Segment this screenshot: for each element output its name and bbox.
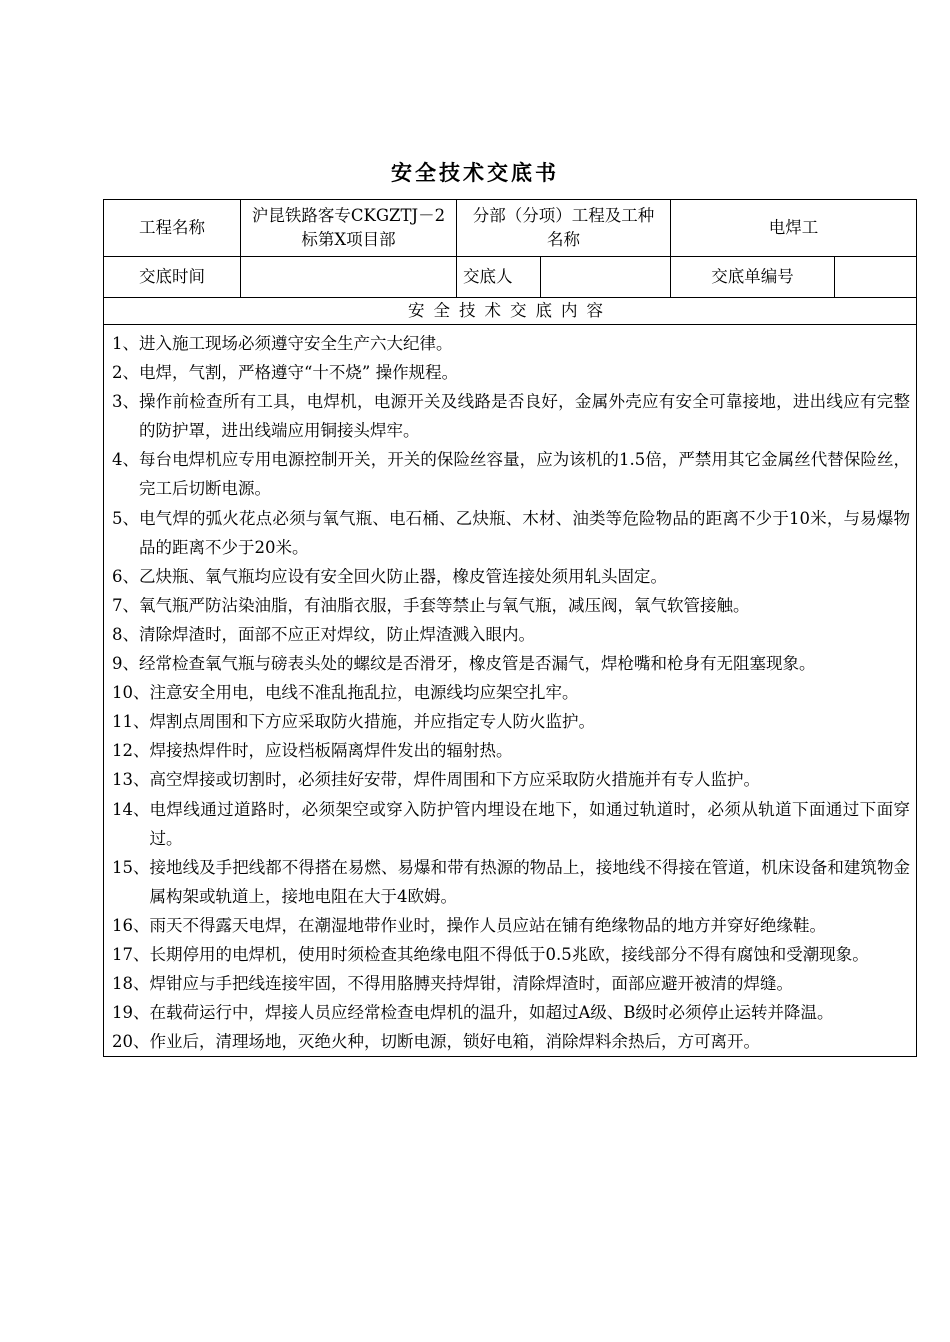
item-text: 作业后，清理场地，灭绝火种，切断电源，锁好电箱，消除焊料余热后，方可离开。 bbox=[149, 1032, 760, 1052]
item-text: 清除焊渣时，面部不应正对焊纹，防止焊渣溅入眼内。 bbox=[139, 624, 535, 644]
briefing-items-list bbox=[112, 329, 910, 1056]
item-number: 3、 bbox=[112, 392, 139, 412]
project-row bbox=[104, 200, 917, 257]
list-item bbox=[112, 853, 910, 911]
content-row bbox=[104, 325, 917, 1057]
item-number: 13、 bbox=[112, 770, 150, 790]
doc-no-label: 交底单编号 bbox=[671, 257, 835, 298]
document-title: 安全技术交底书 bbox=[391, 160, 559, 185]
project-name-label: 工程名称 bbox=[104, 200, 241, 257]
item-text: 操作前检查所有工具，电焊机，电源开关及线路是否良好，金属外壳应有安全可靠接地，进出线应有完整的防护罩，进出线端应用铜接头焊牢。 bbox=[139, 392, 910, 441]
item-text: 在载荷运行中，焊接人员应经常检查电焊机的温升，如超过A级、B级时必须停止运转并降温。 bbox=[149, 1003, 834, 1023]
item-number: 18、 bbox=[112, 974, 150, 994]
item-text: 经常检查氧气瓶与磅表头处的螺纹是否滑牙，橡皮管是否漏气，焊枪嘴和枪身有无阻塞现象。 bbox=[139, 654, 816, 674]
item-number: 14、 bbox=[112, 799, 150, 819]
item-text: 注意安全用电，电线不准乱拖乱拉，电源线均应架空扎牢。 bbox=[149, 683, 579, 703]
item-number: 1、 bbox=[112, 334, 139, 353]
item-text: 进入施工现场必须遵守安全生产六大纪律。 bbox=[139, 334, 453, 353]
list-item bbox=[112, 998, 910, 1027]
person-label: 交底人 bbox=[457, 257, 541, 298]
item-number: 4、 bbox=[112, 450, 139, 470]
item-number: 17、 bbox=[112, 944, 150, 964]
list-item bbox=[112, 969, 910, 998]
item-number: 20、 bbox=[112, 1032, 150, 1052]
date-label: 交底时间 bbox=[104, 257, 241, 298]
item-number: 5、 bbox=[112, 508, 139, 528]
person-value bbox=[541, 257, 671, 298]
project-name-value: 沪昆铁路客专CKGZTJ－2标第X项目部 bbox=[241, 200, 457, 257]
sub-project-label: 分部（分项）工程及工种名称 bbox=[457, 200, 671, 257]
item-number: 16、 bbox=[112, 915, 150, 935]
item-number: 7、 bbox=[112, 595, 139, 615]
list-item bbox=[112, 678, 910, 707]
item-text: 电焊，气割，严格遵守“十不烧” 操作规程。 bbox=[139, 363, 459, 383]
item-number: 8、 bbox=[112, 624, 139, 644]
item-text: 高空焊接或切割时，必须挂好安带，焊件周围和下方应采取防火措施并有专人监护。 bbox=[149, 770, 760, 790]
list-item bbox=[112, 562, 910, 591]
date-value bbox=[241, 257, 457, 298]
list-item bbox=[112, 940, 910, 969]
list-item bbox=[112, 591, 910, 620]
item-number: 11、 bbox=[112, 712, 150, 732]
item-number: 12、 bbox=[112, 741, 150, 761]
item-text: 氧气瓶严防沾染油脂，有油脂衣服，手套等禁止与氧气瓶，减压阀，氧气软管接触。 bbox=[139, 595, 750, 615]
item-number: 2、 bbox=[112, 363, 139, 383]
briefing-info-row bbox=[104, 257, 917, 298]
list-item bbox=[112, 795, 910, 853]
item-text: 乙炔瓶、氧气瓶均应设有安全回火防止器，橡皮管连接处须用轧头固定。 bbox=[139, 566, 667, 586]
content-heading-row bbox=[104, 298, 917, 325]
item-number: 19、 bbox=[112, 1003, 150, 1023]
list-item bbox=[112, 649, 910, 678]
list-item bbox=[112, 387, 910, 445]
list-item bbox=[112, 504, 910, 562]
item-text: 每台电焊机应专用电源控制开关，开关的保险丝容量，应为该机的1.5倍，严禁用其它金属丝代替保险丝，完工后切断电源。 bbox=[139, 450, 910, 499]
item-text: 长期停用的电焊机，使用时须检查其绝缘电阻不得低于0.5兆欧，接线部分不得有腐蚀和受潮现象。 bbox=[149, 944, 869, 964]
doc-no-value bbox=[835, 257, 917, 298]
item-text: 焊割点周围和下方应采取防火措施，并应指定专人防火监护。 bbox=[149, 712, 595, 732]
list-item bbox=[112, 911, 910, 940]
list-item bbox=[112, 620, 910, 649]
list-item bbox=[112, 1027, 910, 1056]
content-heading: 安全技术交底内容 bbox=[104, 298, 917, 325]
item-number: 10、 bbox=[112, 683, 150, 703]
list-item bbox=[112, 358, 910, 387]
item-number: 15、 bbox=[112, 857, 150, 877]
sub-project-value: 电焊工 bbox=[671, 200, 917, 257]
content-cell bbox=[104, 325, 917, 1057]
item-text: 电气焊的弧火花点必须与氧气瓶、电石桶、乙炔瓶、木材、油类等危险物品的距离不少于10米，与易爆物品的距离不少于20米。 bbox=[139, 508, 910, 557]
item-text: 接地线及手把线都不得搭在易燃、易爆和带有热源的物品上，接地线不得接在管道，机床设备和建筑物金属构架或轨道上，接地电阻在大于4欧姆。 bbox=[149, 857, 910, 906]
item-text: 雨天不得露天电焊，在潮湿地带作业时，操作人员应站在铺有绝缘物品的地方并穿好绝缘鞋。 bbox=[149, 915, 826, 935]
list-item bbox=[112, 765, 910, 794]
item-number: 6、 bbox=[112, 566, 139, 586]
list-item bbox=[112, 445, 910, 503]
item-text: 焊接热焊件时，应设档板隔离焊件发出的辐射热。 bbox=[149, 741, 513, 761]
safety-briefing-table bbox=[103, 199, 917, 1057]
list-item bbox=[112, 736, 910, 765]
item-number: 9、 bbox=[112, 654, 139, 674]
list-item bbox=[112, 329, 910, 358]
list-item bbox=[112, 707, 910, 736]
item-text: 电焊线通过道路时，必须架空或穿入防护管内埋设在地下，如通过轨道时，必须从轨道下面通过下面穿过。 bbox=[149, 799, 910, 848]
item-text: 焊钳应与手把线连接牢固，不得用胳膊夹持焊钳，清除焊渣时，面部应避开被清的焊缝。 bbox=[149, 974, 793, 994]
